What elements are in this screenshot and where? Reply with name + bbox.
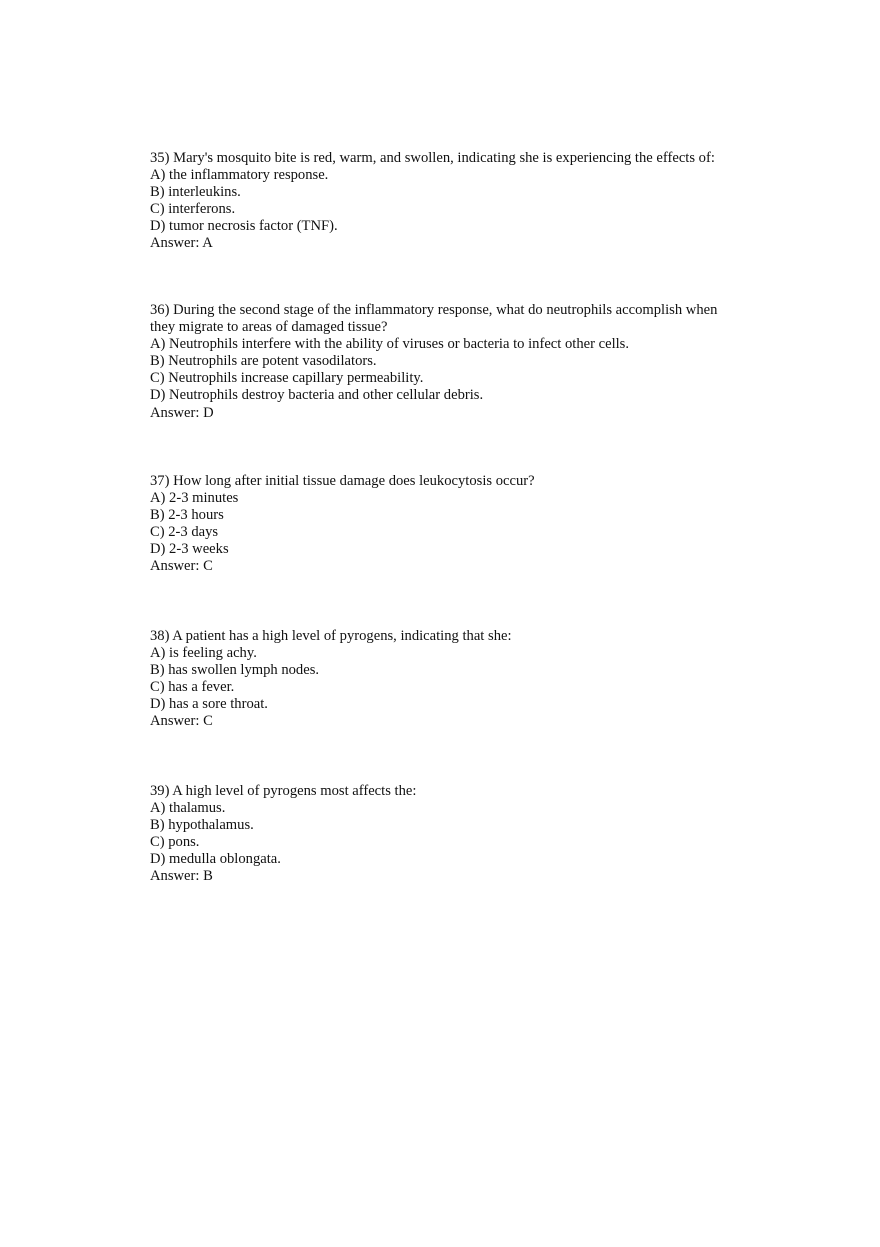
option-a: A) is feeling achy. [150,645,257,662]
option-c: C) pons. [150,834,200,851]
option-c: C) has a fever. [150,679,235,696]
question-36 [150,302,750,422]
question-38 [150,628,750,731]
option-c: C) interferons. [150,201,236,218]
answer: Answer: D [150,404,214,421]
option-d: D) 2-3 weeks [150,541,229,558]
answer: Answer: C [150,558,213,575]
option-d: D) medulla oblongata. [150,851,281,868]
question-39 [150,783,750,886]
answer: Answer: B [150,868,213,885]
question-37 [150,473,750,576]
answer: Answer: C [150,713,213,730]
question-stem: 39) A high level of pyrogens most affects the: [150,783,417,799]
option-d: D) has a sore throat. [150,696,268,713]
option-b: B) 2-3 hours [150,507,224,524]
question-stem-continued: they migrate to areas of damaged tissue? [150,319,388,336]
question-stem: 37) How long after initial tissue damage does leukocytosis occur? [150,473,535,489]
option-a: A) the inflammatory response. [150,167,329,184]
option-a: A) 2-3 minutes [150,490,239,507]
option-b: B) interleukins. [150,184,241,201]
question-stem: 38) A patient has a high level of pyrogens, indicating that she: [150,628,512,644]
answer: Answer: A [150,235,213,252]
question-stem: 36) During the second stage of the inflammatory response, what do neutrophils accomplish when [150,302,718,318]
option-b: B) hypothalamus. [150,817,254,834]
option-c: C) Neutrophils increase capillary permeability. [150,370,424,387]
option-a: A) Neutrophils interfere with the ability of viruses or bacteria to infect other cells. [150,336,629,353]
option-a: A) thalamus. [150,800,226,817]
option-b: B) Neutrophils are potent vasodilators. [150,353,377,370]
question-stem: 35) Mary's mosquito bite is red, warm, and swollen, indicating she is experiencing the effects of: [150,150,715,166]
option-c: C) 2-3 days [150,524,219,541]
option-d: D) Neutrophils destroy bacteria and other cellular debris. [150,387,484,404]
option-d: D) tumor necrosis factor (TNF). [150,218,338,235]
question-35 [150,150,750,253]
option-b: B) has swollen lymph nodes. [150,662,320,679]
